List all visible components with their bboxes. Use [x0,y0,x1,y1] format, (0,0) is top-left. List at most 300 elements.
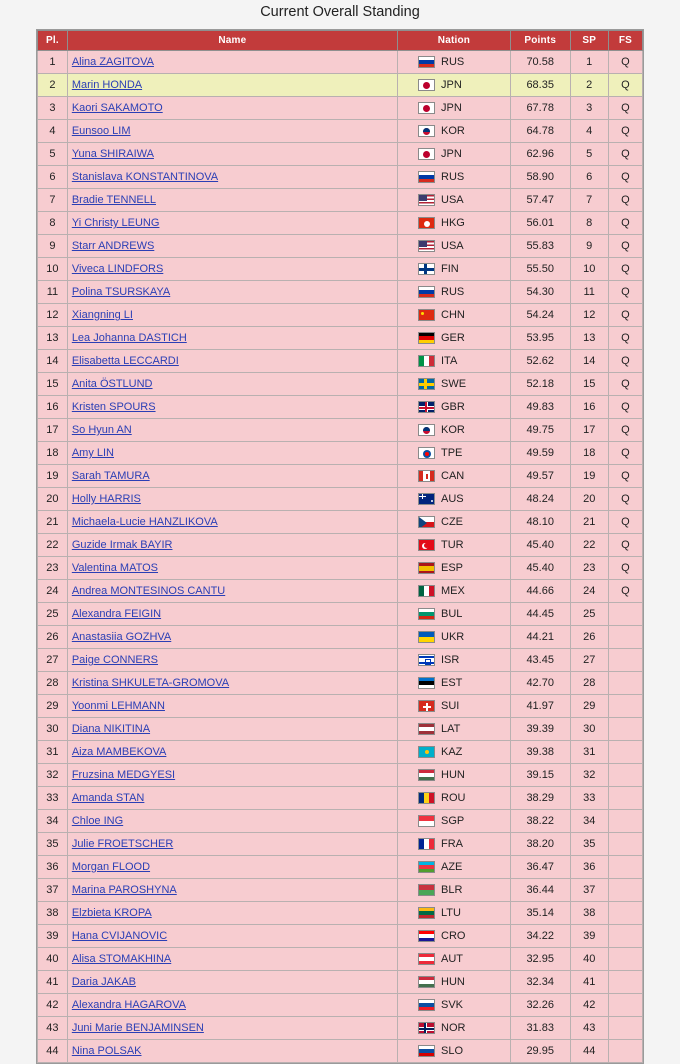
cell-place: 24 [38,580,68,603]
cell-nation [398,833,511,856]
cell-nation [398,649,511,672]
cell-sp: 37 [570,879,608,902]
flag-usa [418,194,435,206]
cell-place: 21 [38,511,68,534]
cell-name [67,557,397,580]
cell-points: 38.29 [510,787,570,810]
skater-link[interactable]: Stanislava KONSTANTINOVA [71,171,219,183]
table-row [38,212,643,235]
cell-place: 4 [38,120,68,143]
flag-ukr [418,631,435,643]
cell-sp: 26 [570,626,608,649]
cell-points: 35.14 [510,902,570,925]
cell-place: 30 [38,718,68,741]
cell-nation [398,281,511,304]
nation-code: ROU [441,792,466,804]
flag-bul [418,608,435,620]
cell-name [67,1040,397,1063]
cell-nation [398,580,511,603]
cell-fs: Q [608,281,642,304]
cell-name [67,396,397,419]
cell-nation [398,810,511,833]
cell-name [67,879,397,902]
table-row [38,235,643,258]
table-row [38,143,643,166]
cell-sp: 31 [570,741,608,764]
cell-name [67,902,397,925]
cell-sp: 16 [570,396,608,419]
skater-link[interactable]: Paige CONNERS [71,654,159,666]
skater-link[interactable]: Yuna SHIRAIWA [71,148,154,160]
cell-nation [398,626,511,649]
skater-link[interactable]: Polina TSURSKAYA [71,286,171,298]
nation-code: SGP [441,815,465,827]
flag-ltu [418,907,435,919]
cell-nation [398,97,511,120]
cell-place: 34 [38,810,68,833]
cell-name [67,212,397,235]
cell-points: 39.15 [510,764,570,787]
nation-code: SUI [441,700,460,712]
cell-name [67,994,397,1017]
table-row [38,557,643,580]
cell-points: 64.78 [510,120,570,143]
cell-sp: 30 [570,718,608,741]
skater-link[interactable]: Diana NIKITINA [71,723,151,735]
cell-fs: Q [608,465,642,488]
skater-link[interactable]: Nina POLSAK [71,1045,142,1057]
flag-rus [418,286,435,298]
standings-table-container [36,29,644,1064]
cell-points: 49.75 [510,419,570,442]
skater-link[interactable]: Valentina MATOS [71,562,159,574]
nation-code: GER [441,332,465,344]
cell-nation [398,143,511,166]
cell-place: 11 [38,281,68,304]
cell-sp: 14 [570,350,608,373]
cell-nation [398,971,511,994]
nation-code: HUN [441,976,465,988]
nation-code: KAZ [441,746,463,758]
cell-fs [608,856,642,879]
standings-table [37,30,643,1063]
flag-est [418,677,435,689]
cell-points: 39.39 [510,718,570,741]
cell-name [67,925,397,948]
cell-points: 29.95 [510,1040,570,1063]
cell-place: 38 [38,902,68,925]
cell-fs [608,626,642,649]
nation-code: BLR [441,884,463,896]
cell-name [67,971,397,994]
table-row [38,603,643,626]
cell-place: 8 [38,212,68,235]
cell-fs [608,948,642,971]
cell-sp: 4 [570,120,608,143]
nation-code: TUR [441,539,464,551]
cell-sp: 1 [570,51,608,74]
cell-points: 56.01 [510,212,570,235]
flag-svk [418,999,435,1011]
cell-fs [608,764,642,787]
nation-code: LTU [441,907,461,919]
cell-fs: Q [608,120,642,143]
table-row [38,810,643,833]
cell-nation [398,741,511,764]
cell-nation [398,350,511,373]
skater-link[interactable]: Amy LIN [71,447,114,459]
cell-name [67,488,397,511]
cell-points: 67.78 [510,97,570,120]
table-row [38,166,643,189]
cell-points: 36.44 [510,879,570,902]
table-row [38,833,643,856]
cell-fs: Q [608,235,642,258]
nation-code: NOR [441,1022,466,1034]
cell-sp: 12 [570,304,608,327]
cell-place: 15 [38,373,68,396]
cell-name [67,166,397,189]
skater-link[interactable]: Lea Johanna DASTICH [71,332,187,344]
cell-place: 29 [38,695,68,718]
cell-sp: 7 [570,189,608,212]
nation-code: CHN [441,309,465,321]
table-row [38,327,643,350]
cell-points: 54.30 [510,281,570,304]
nation-code: CAN [441,470,465,482]
cell-points: 38.20 [510,833,570,856]
cell-points: 34.22 [510,925,570,948]
table-row [38,994,643,1017]
cell-sp: 41 [570,971,608,994]
nation-code: RUS [441,56,465,68]
cell-place: 7 [38,189,68,212]
cell-points: 68.35 [510,74,570,97]
skater-link[interactable]: Alina ZAGITOVA [71,56,154,68]
cell-sp: 43 [570,1017,608,1040]
skater-link[interactable]: Guzide Irmak BAYIR [71,539,173,551]
skater-link[interactable]: Yi Christy LEUNG [71,217,160,229]
cell-sp: 11 [570,281,608,304]
cell-name [67,603,397,626]
flag-rus [418,171,435,183]
cell-place: 26 [38,626,68,649]
skater-link[interactable]: Julie FROETSCHER [71,838,174,850]
nation-code: TPE [441,447,463,459]
flag-aze [418,861,435,873]
cell-fs [608,925,642,948]
cell-points: 52.18 [510,373,570,396]
skater-link[interactable]: Marina PAROSHYNA [71,884,177,896]
table-row [38,925,643,948]
cell-nation [398,787,511,810]
skater-link[interactable]: Alisa STOMAKHINA [71,953,172,965]
cell-sp: 22 [570,534,608,557]
flag-hun [418,976,435,988]
skater-link[interactable]: Alexandra HAGAROVA [71,999,186,1011]
cell-sp: 3 [570,97,608,120]
cell-nation [398,74,511,97]
cell-nation [398,879,511,902]
flag-sgp [418,815,435,827]
nation-code: JPN [441,102,462,114]
cell-nation [398,1017,511,1040]
cell-name [67,51,397,74]
skater-link[interactable]: Eunsoo LIM [71,125,131,137]
skater-link[interactable]: Anastasiia GOZHVA [71,631,172,643]
cell-place: 43 [38,1017,68,1040]
skater-link[interactable]: Amanda STAN [71,792,145,804]
cell-name [67,718,397,741]
cell-points: 53.95 [510,327,570,350]
skater-link[interactable]: Alexandra FEIGIN [71,608,162,620]
cell-place: 14 [38,350,68,373]
nation-code: FRA [441,838,463,850]
table-body [38,51,643,1063]
cell-sp: 13 [570,327,608,350]
table-row [38,948,643,971]
cell-fs [608,833,642,856]
skater-link[interactable]: Hana CVIJANOVIC [71,930,168,942]
table-row [38,419,643,442]
flag-lat [418,723,435,735]
cell-name [67,419,397,442]
cell-points: 58.90 [510,166,570,189]
cell-fs [608,971,642,994]
flag-jpn [418,102,435,114]
cell-sp: 23 [570,557,608,580]
skater-link[interactable]: Juni Marie BENJAMINSEN [71,1022,204,1034]
cell-name [67,304,397,327]
cell-nation [398,557,511,580]
cell-place: 3 [38,97,68,120]
cell-name [67,281,397,304]
table-row [38,764,643,787]
cell-place: 40 [38,948,68,971]
cell-nation [398,994,511,1017]
nation-code: CZE [441,516,463,528]
skater-link[interactable]: Elisabetta LECCARDI [71,355,179,367]
skater-link[interactable]: Viveca LINDFORS [71,263,164,275]
nation-code: BUL [441,608,463,620]
cell-name [67,258,397,281]
cell-nation [398,902,511,925]
cell-points: 49.57 [510,465,570,488]
skater-link[interactable]: Michaela-Lucie HANZLIKOVA [71,516,218,528]
cell-place: 23 [38,557,68,580]
column-header-place: Pl. [38,31,68,51]
nation-code: MEX [441,585,465,597]
cell-fs: Q [608,143,642,166]
cell-name [67,74,397,97]
cell-nation [398,327,511,350]
flag-can [418,470,435,482]
cell-place: 39 [38,925,68,948]
skater-link[interactable]: Marin HONDA [71,79,143,91]
cell-name [67,1017,397,1040]
cell-fs: Q [608,74,642,97]
cell-nation [398,603,511,626]
flag-cro [418,930,435,942]
cell-place: 42 [38,994,68,1017]
table-row [38,718,643,741]
flag-tur [418,539,435,551]
cell-sp: 34 [570,810,608,833]
flag-isr [418,654,435,666]
table-row [38,488,643,511]
skater-link[interactable]: Sarah TAMURA [71,470,150,482]
cell-nation [398,948,511,971]
cell-points: 44.21 [510,626,570,649]
cell-fs [608,672,642,695]
cell-points: 55.50 [510,258,570,281]
cell-fs: Q [608,580,642,603]
cell-fs [608,718,642,741]
skater-link[interactable]: Daria JAKAB [71,976,137,988]
cell-points: 45.40 [510,534,570,557]
cell-nation [398,764,511,787]
cell-points: 48.24 [510,488,570,511]
flag-mex [418,585,435,597]
cell-points: 70.58 [510,51,570,74]
cell-fs: Q [608,327,642,350]
cell-place: 32 [38,764,68,787]
nation-code: KOR [441,424,465,436]
skater-link[interactable]: Chloe ING [71,815,124,827]
cell-fs [608,741,642,764]
flag-gbr [418,401,435,413]
cell-sp: 17 [570,419,608,442]
skater-link[interactable]: Bradie TENNELL [71,194,156,206]
cell-name [67,810,397,833]
skater-link[interactable]: Holly HARRIS [71,493,141,505]
nation-code: HUN [441,769,465,781]
skater-link[interactable]: Starr ANDREWS [71,240,155,252]
cell-nation [398,718,511,741]
skater-link[interactable]: Fruzsina MEDGYESI [71,769,176,781]
cell-points: 52.62 [510,350,570,373]
skater-link[interactable]: Andrea MONTESINOS CANTU [71,585,226,597]
flag-slo [418,1045,435,1057]
cell-place: 35 [38,833,68,856]
flag-kor [418,125,435,137]
flag-hkg [418,217,435,229]
table-row [38,672,643,695]
flag-chn [418,309,435,321]
cell-place: 17 [38,419,68,442]
skater-link[interactable]: Yoonmi LEHMANN [71,700,165,712]
cell-fs: Q [608,442,642,465]
cell-points: 31.83 [510,1017,570,1040]
cell-nation [398,189,511,212]
cell-place: 25 [38,603,68,626]
cell-name [67,373,397,396]
cell-points: 32.95 [510,948,570,971]
skater-link[interactable]: Kaori SAKAMOTO [71,102,163,114]
cell-nation [398,465,511,488]
nation-code: FIN [441,263,459,275]
cell-name [67,649,397,672]
nation-code: JPN [441,79,462,91]
flag-aut [418,953,435,965]
skater-link[interactable]: Aiza MAMBEKOVA [71,746,167,758]
cell-nation [398,511,511,534]
table-row [38,626,643,649]
cell-sp: 44 [570,1040,608,1063]
skater-link[interactable]: Anita ÖSTLUND [71,378,153,390]
cell-nation [398,373,511,396]
cell-place: 12 [38,304,68,327]
table-row [38,879,643,902]
cell-nation [398,212,511,235]
flag-ger [418,332,435,344]
cell-sp: 28 [570,672,608,695]
cell-fs [608,603,642,626]
cell-place: 37 [38,879,68,902]
nation-code: USA [441,240,464,252]
cell-place: 19 [38,465,68,488]
cell-sp: 38 [570,902,608,925]
table-row [38,51,643,74]
cell-fs [608,649,642,672]
cell-name [67,741,397,764]
skater-link[interactable]: Elzbieta KROPA [71,907,152,919]
cell-place: 1 [38,51,68,74]
table-row [38,396,643,419]
nation-code: KOR [441,125,465,137]
table-row [38,97,643,120]
cell-place: 27 [38,649,68,672]
skater-link[interactable]: Morgan FLOOD [71,861,151,873]
cell-fs: Q [608,373,642,396]
skater-link[interactable]: Kristina SHKULETA-GROMOVA [71,677,230,689]
nation-code: SLO [441,1045,464,1057]
cell-nation [398,419,511,442]
cell-sp: 6 [570,166,608,189]
cell-sp: 39 [570,925,608,948]
cell-points: 36.47 [510,856,570,879]
table-row [38,856,643,879]
flag-kaz [418,746,435,758]
skater-link[interactable]: So Hyun AN [71,424,132,436]
cell-name [67,327,397,350]
cell-sp: 20 [570,488,608,511]
cell-sp: 15 [570,373,608,396]
column-header-nation: Nation [398,31,511,51]
cell-name [67,442,397,465]
skater-link[interactable]: Kristen SPOURS [71,401,156,413]
cell-name [67,672,397,695]
flag-jpn [418,79,435,91]
flag-kor [418,424,435,436]
cell-sp: 29 [570,695,608,718]
skater-link[interactable]: Xiangning LI [71,309,133,321]
table-row [38,465,643,488]
column-header-fs: FS [608,31,642,51]
cell-nation [398,534,511,557]
table-row [38,534,643,557]
cell-nation [398,120,511,143]
cell-place: 6 [38,166,68,189]
cell-name [67,143,397,166]
cell-place: 28 [38,672,68,695]
flag-rou [418,792,435,804]
cell-points: 43.45 [510,649,570,672]
nation-code: SWE [441,378,467,390]
table-row [38,1040,643,1063]
cell-name [67,695,397,718]
cell-place: 16 [38,396,68,419]
